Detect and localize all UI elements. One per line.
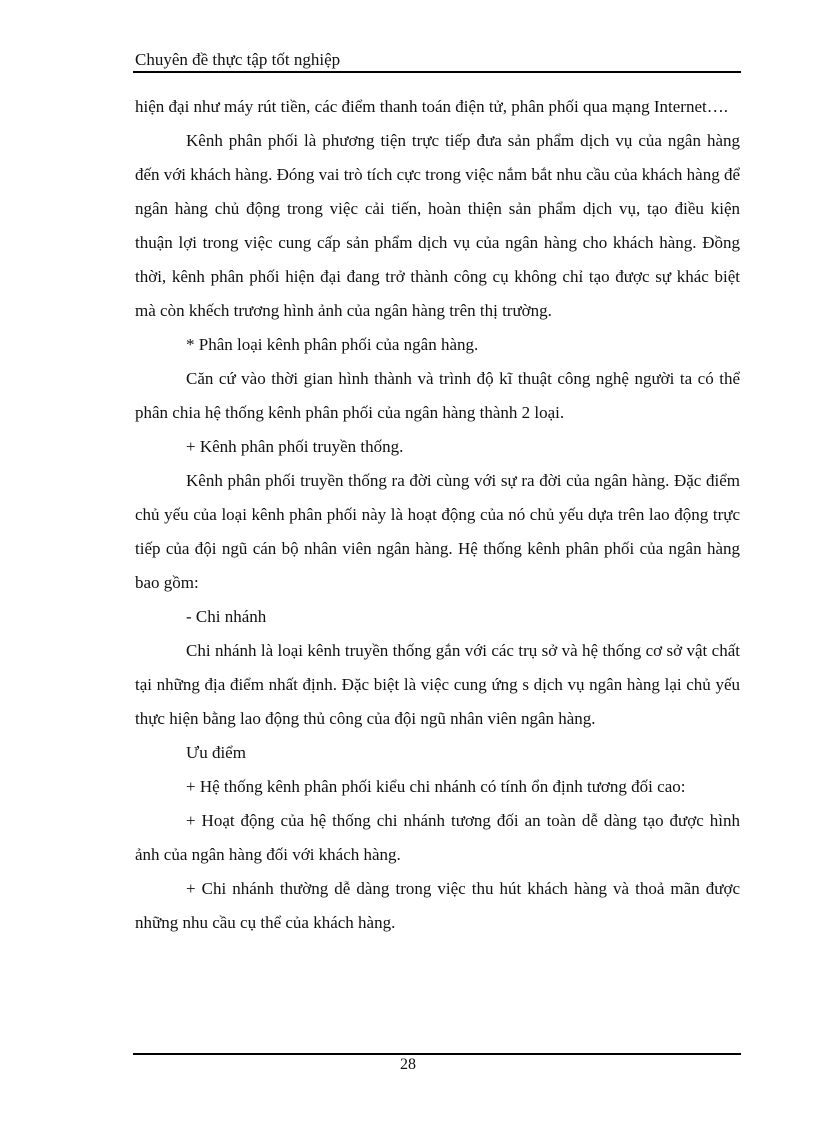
paragraph: + Chi nhánh thường dễ dàng trong việc thu hút khách hàng và thoả mãn được những nhu cầu cụ thể của khách hàng. xyxy=(135,879,740,932)
header-divider xyxy=(133,71,741,73)
paragraph: - Chi nhánh xyxy=(186,607,267,626)
paragraph: Chi nhánh là loại kênh truyền thống gắn với các trụ sở và hệ thống cơ sở vật chất tại những địa điểm nhất định. Đặc biệt là việc cung ứng s dịch vụ ngân hàng lại chủ yếu thực hiện bằng lao động thủ công của đội ngũ nhân viên ngân hàng. xyxy=(135,641,740,728)
paragraph: Căn cứ vào thời gian hình thành và trình độ kĩ thuật công nghệ người ta có thể phân chia hệ thống kênh phân phối của ngân hàng thành 2 loại. xyxy=(135,369,740,422)
paragraph: * Phân loại kênh phân phối của ngân hàng. xyxy=(186,335,479,354)
paragraph: Kênh phân phối truyền thống ra đời cùng với sự ra đời của ngân hàng. Đặc điểm chủ yếu của loại kênh phân phối này là hoạt động của nó chủ yếu dựa trên lao động trực tiếp của đội ngũ cán bộ nhân viên ngân hàng. Hệ thống kênh phân phối của ngân hàng bao gồm: xyxy=(135,471,740,592)
paragraph: hiện đại như máy rút tiền, các điểm thanh toán điện tử, phân phối qua mạng Internet…. xyxy=(135,97,728,116)
footer-divider xyxy=(133,1053,741,1055)
paragraph: Ưu điểm xyxy=(186,743,246,762)
page-number: 28 xyxy=(400,1056,416,1073)
paragraph: + Kênh phân phối truyền thống. xyxy=(186,437,404,456)
paragraph: + Hệ thống kênh phân phối kiểu chi nhánh có tính ổn định tương đối cao: xyxy=(186,777,686,796)
page-header-title: Chuyên đề thực tập tốt nghiệp xyxy=(135,50,341,69)
paragraph: Kênh phân phối là phương tiện trực tiếp đưa sản phẩm dịch vụ của ngân hàng đến với khách hàng. Đóng vai trò tích cực trong việc nắm bắt nhu cầu của khách hàng để ngân hàng chủ động trong việc cải tiến, hoàn thiện sản phẩm dịch vụ, tạo điều kiện thuận lợi trong việc cung cấp sản phẩm dịch vụ của ngân hàng cho khách hàng. Đồng thời, kênh phân phối hiện đại đang trở thành công cụ không chỉ tạo được sự khác biệt mà còn khếch trương hình ảnh của ngân hàng trên thị trường. xyxy=(135,131,740,320)
paragraph: + Hoạt động của hệ thống chi nhánh tương đối an toàn dễ dàng tạo được hình ảnh của ngân hàng đối với khách hàng. xyxy=(135,811,740,864)
document-body xyxy=(135,90,740,940)
